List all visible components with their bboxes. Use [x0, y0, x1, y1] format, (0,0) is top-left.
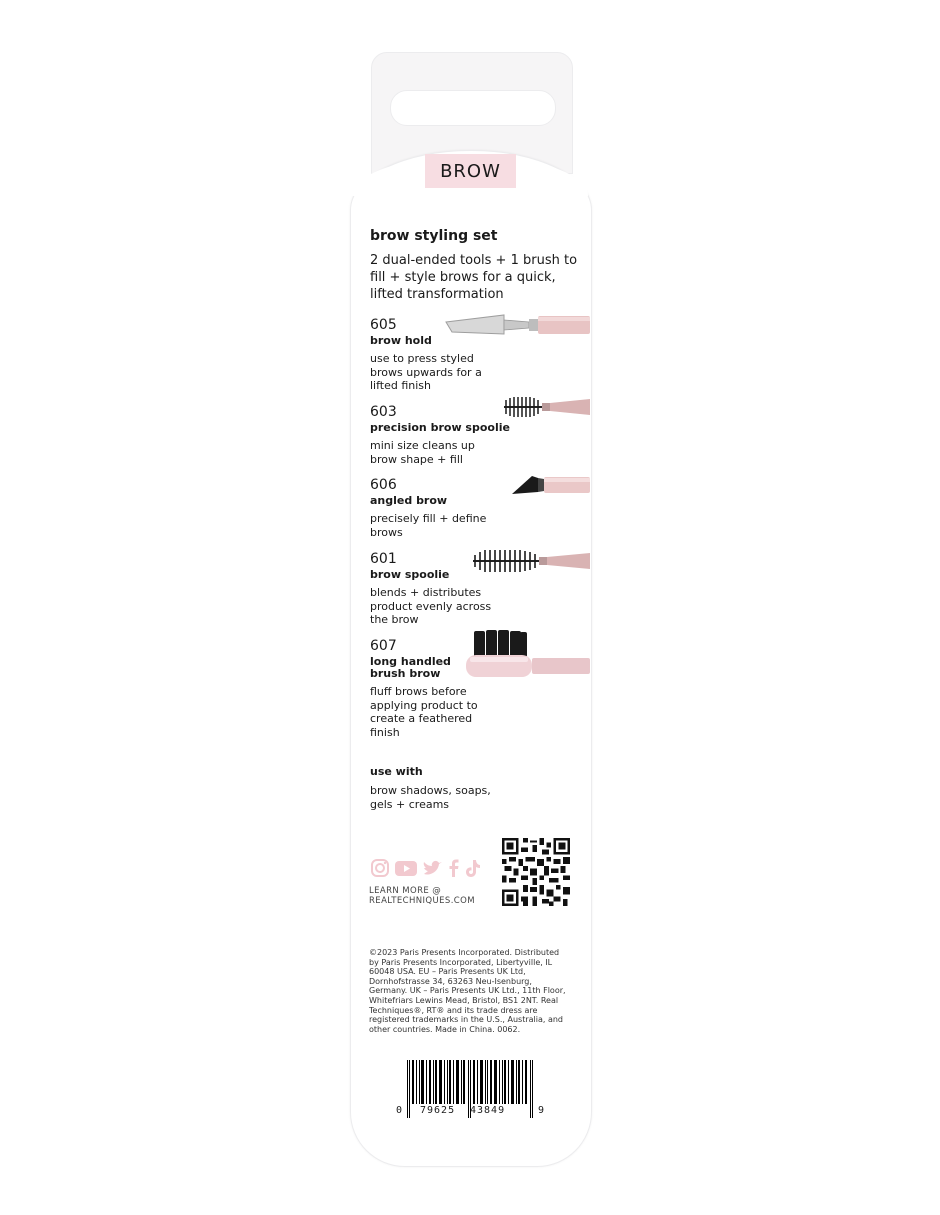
angled-brow-brush-image — [510, 470, 590, 500]
product-description: 2 dual-ended tools + 1 brush to fill + style brows for a quick, lifted transformation — [370, 253, 578, 302]
item-description: use to press styled brows upwards for a lifted finish — [370, 352, 482, 392]
social-icons — [370, 858, 482, 882]
use-with-section — [370, 765, 570, 812]
twitter-icon[interactable] — [422, 858, 444, 882]
item-description: blends + distributes product evenly across the brow — [370, 586, 492, 626]
item-number: 603 — [370, 404, 397, 420]
website-link[interactable]: REALTECHNIQUES.COM — [369, 896, 475, 906]
youtube-icon[interactable] — [394, 858, 418, 882]
item-603 — [370, 404, 510, 466]
item-606 — [370, 477, 490, 539]
item-name: long handled brush brow — [370, 655, 451, 680]
item-name: angled brow — [370, 494, 448, 507]
barcode-digit-start: 0 — [396, 1105, 403, 1116]
item-description: fluff brows before applying product to create a feathered finish — [370, 685, 478, 739]
item-name: brow hold — [370, 334, 432, 347]
facebook-icon[interactable] — [448, 858, 460, 882]
item-number: 607 — [370, 638, 397, 654]
barcode-group-left: 79625 — [420, 1105, 456, 1116]
item-number: 605 — [370, 317, 397, 333]
qr-code[interactable] — [502, 838, 570, 906]
barcode-group-right: 43849 — [470, 1105, 506, 1116]
item-description: precisely fill + define brows — [370, 512, 487, 539]
learn-more-line1: LEARN MORE @ — [369, 886, 442, 896]
learn-more-text[interactable] — [369, 886, 475, 906]
instagram-icon[interactable] — [370, 858, 390, 882]
product-title: brow styling set — [370, 228, 498, 244]
item-number: 606 — [370, 477, 397, 493]
barcode-digit-check: 9 — [538, 1105, 545, 1116]
category-label: BROW — [425, 154, 516, 188]
brow-spoolie-image — [471, 547, 590, 575]
hang-hole — [390, 90, 556, 126]
use-with-heading: use with — [370, 765, 423, 778]
item-number: 601 — [370, 551, 397, 567]
item-name: brow spoolie — [370, 568, 450, 581]
legal-text: ©2023 Paris Presents Incorporated. Distributed by Paris Presents Incorporated, Libertyville, IL 60048 USA. EU – Paris Presents UK Ltd, Dornhofstrasse 34, 63263 Neu-Isenburg, Germany. UK – Paris Presents UK Ltd., 11th Floor, Whitefriars Lewins Mead, Bristol, BS1 2NT. Real Techniques®, RT® and its trade dress are registered trademarks in the U.S., Australia, and other countries. Made in China. 0062. — [369, 948, 566, 1034]
long-handled-brush-image — [464, 629, 590, 681]
tiktok-icon[interactable] — [464, 858, 482, 882]
item-name: precision brow spoolie — [370, 421, 510, 434]
item-description: mini size cleans up brow shape + fill — [370, 439, 475, 466]
brow-hold-tool-image — [444, 312, 590, 338]
precision-spoolie-image — [502, 394, 590, 420]
use-with-text: brow shadows, soaps, gels + creams — [370, 784, 491, 811]
